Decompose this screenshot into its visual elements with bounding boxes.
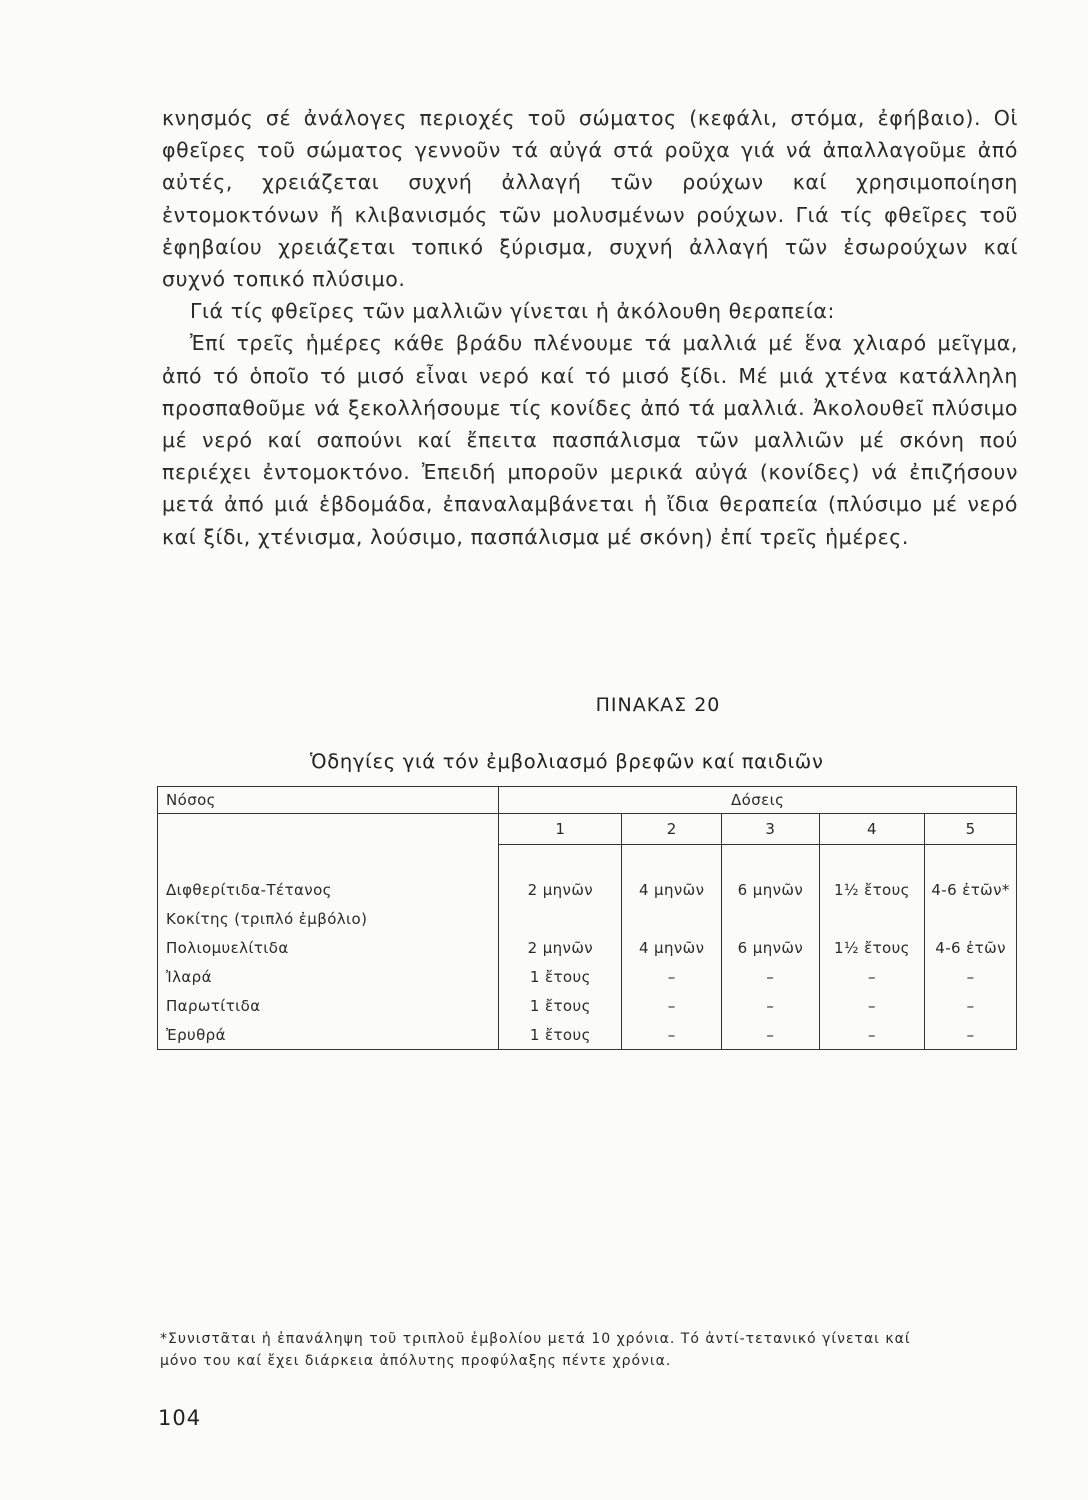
dose-cell: 1 ἔτους: [499, 991, 622, 1020]
spacer-row: [158, 845, 1017, 876]
dose-number: 1: [499, 814, 622, 845]
body-text: [162, 102, 1018, 553]
disease-name: Ἰλαρά: [158, 962, 499, 991]
table-row: [158, 1020, 1017, 1050]
footnote-line-2: μόνο του καί ἔχει διάρκεια ἀπόλυτης προφύλαξης πέντε χρόνια.: [160, 1353, 672, 1369]
dose-cell: 1 ἔτους: [499, 962, 622, 991]
dose-cell: –: [819, 962, 924, 991]
dose-cell: –: [722, 962, 820, 991]
table-row: [158, 933, 1017, 962]
dose-cell: –: [925, 962, 1017, 991]
dose-number: 5: [925, 814, 1017, 845]
table-row: [158, 962, 1017, 991]
dose-cell: [722, 904, 820, 933]
dose-cell: [925, 904, 1017, 933]
dose-cell: –: [819, 1020, 924, 1050]
dose-cell: [499, 904, 622, 933]
dose-cell: 4-6 ἐτῶν: [925, 933, 1017, 962]
dose-cell: –: [925, 991, 1017, 1020]
dose-cell: –: [622, 962, 722, 991]
paragraph-1: κνησμός σέ ἀνάλογες περιοχές τοῦ σώματος (κεφάλι, στόμα, ἐφήβαιο). Οἱ φθεῖρες τοῦ σώματος γεννοῦν τά αὐγά στά ροῦχα γιά νά ἀπαλλαγοῦμε ἀπό αὐτές, χρειάζεται συχνή ἀλλαγή τῶν ρούχων καί χρησιμοποίηση ἐντομοκτόνων ἤ κλιβανισμός τῶν μολυσμένων ρούχων. Γιά τίς φθεῖρες τοῦ ἐφηβαίου χρειάζεται τοπικό ξύρισμα, συχνή ἀλλαγή τῶν ἐσωρούχων καί συχνό τοπικό πλύσιμο.: [162, 106, 1018, 292]
dose-number-blank: [158, 814, 499, 845]
dose-number-row: [158, 814, 1017, 845]
table-row: [158, 875, 1017, 904]
dose-cell: –: [622, 991, 722, 1020]
dose-cell: 1½ ἔτους: [819, 875, 924, 904]
dose-number: 2: [622, 814, 722, 845]
dose-number: 3: [722, 814, 820, 845]
header-disease: Νόσος: [158, 787, 499, 814]
disease-name: Ἐρυθρά: [158, 1020, 499, 1050]
disease-name: Πολιομυελίτιδα: [158, 933, 499, 962]
dose-cell: 6 μηνῶν: [722, 875, 820, 904]
dose-cell: 2 μηνῶν: [499, 933, 622, 962]
dose-cell: –: [622, 1020, 722, 1050]
table-caption: Ὁδηγίες γιά τόν ἐμβολιασμό βρεφῶν καί παιδιῶν: [310, 750, 824, 773]
dose-cell: 4 μηνῶν: [622, 933, 722, 962]
dose-cell: 4 μηνῶν: [622, 875, 722, 904]
dose-cell: 1½ ἔτους: [819, 933, 924, 962]
table-header-row: [158, 787, 1017, 814]
paragraph-2: Γιά τίς φθεῖρες τῶν μαλλιῶν γίνεται ἡ ἀκόλουθη θεραπεία:: [190, 299, 835, 324]
footnote: [160, 1328, 1020, 1372]
dose-cell: –: [722, 1020, 820, 1050]
dose-cell: 2 μηνῶν: [499, 875, 622, 904]
paragraph-3: Ἐπί τρεῖς ἡμέρες κάθε βράδυ πλένουμε τά μαλλιά μέ ἕνα χλιαρό μεῖγμα, ἀπό τό ὁποῖο τό μισό εἶναι νερό καί τό μισό ξίδι. Μέ μιά χτένα κατάλληλη προσπαθοῦμε νά ξεκολλήσουμε τίς κονίδες ἀπό τά μαλλιά. Ἀκολουθεῖ πλύσιμο μέ νερό καί σαπούνι καί ἔπειτα πασπάλισμα τῶν μαλλιῶν μέ σκόνη πού περιέχει ἐντομοκτόνο. Ἐπειδή μποροῦν μερικά αὐγά (κονίδες) νά ἐπιζήσουν μετά ἀπό μιά ἑβδομάδα, ἐπαναλαμβάνεται ἡ ἴδια θεραπεία (πλύσιμο μέ νερό καί ξίδι, χτένισμα, λούσιμο, πασπάλισμα μέ σκόνη) ἐπί τρεῖς ἡμέρες.: [162, 331, 1018, 549]
dose-cell: –: [722, 991, 820, 1020]
dose-cell: 1 ἔτους: [499, 1020, 622, 1050]
dose-cell: –: [925, 1020, 1017, 1050]
disease-name: Παρωτίτιδα: [158, 991, 499, 1020]
dose-cell: [622, 904, 722, 933]
disease-name: Κοκίτης (τριπλό ἐμβόλιο): [158, 904, 499, 933]
vaccination-table: [157, 786, 1017, 1050]
footnote-line-1: *Συνιστᾶται ἡ ἐπανάληψη τοῦ τριπλοῦ ἐμβολίου μετά 10 χρόνια. Τό ἀντί-τετανικό γίνεται καί: [160, 1331, 911, 1347]
table-label: [0, 694, 1088, 716]
table-row: [158, 904, 1017, 933]
header-doses: Δόσεις: [499, 787, 1017, 814]
page-number: 104: [158, 1406, 202, 1430]
disease-name: Διφθερίτιδα-Τέτανος: [158, 875, 499, 904]
dose-cell: [819, 904, 924, 933]
dose-cell: 4-6 ἐτῶν*: [925, 875, 1017, 904]
dose-cell: 6 μηνῶν: [722, 933, 820, 962]
dose-cell: –: [819, 991, 924, 1020]
table-label-text: ΠΙΝΑΚΑΣ 20: [595, 694, 721, 716]
table-row: [158, 991, 1017, 1020]
dose-number: 4: [819, 814, 924, 845]
